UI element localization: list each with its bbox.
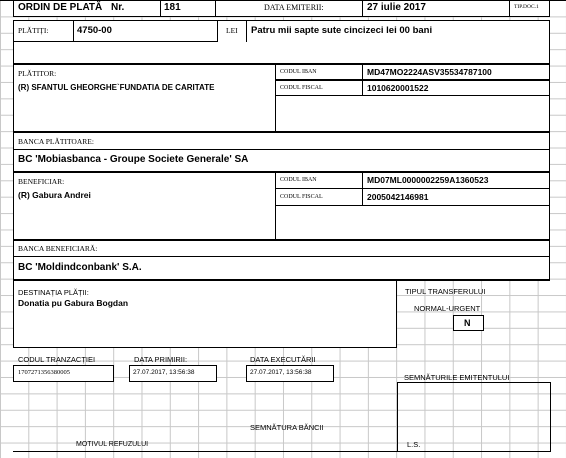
divider [362, 80, 363, 96]
transfer-type-value: N [464, 318, 471, 328]
payer-fiscal-label: CODUL FISCAL [280, 85, 323, 91]
beneficiary-fiscal-label: CODUL FISCAL [280, 194, 323, 200]
beneficiary-label: BENEFICIAR: [18, 177, 65, 186]
beneficiary-fiscal-code: 2005042146981 [367, 192, 429, 202]
nr-label: Nr. [111, 2, 125, 13]
divider [362, 188, 363, 206]
beneficiary-bank-label: BANCA BENEFICIARĂ: [18, 244, 98, 253]
transaction-code: 1707271356380005 [18, 369, 70, 376]
received-date-label: DATA PRIMIRII: [134, 355, 188, 364]
bank-signature-label: SEMNĂTURA BĂNCII [250, 423, 324, 432]
amount-value: 4750-00 [77, 25, 112, 36]
execution-date-label: DATA EXECUTĂRII [250, 355, 316, 364]
divider [550, 382, 551, 452]
execution-date: 27.07.2017, 13:56:38 [250, 369, 312, 376]
payer-name: (R) SFANTUL GHEORGHE`FUNDATIA DE CARITATE [18, 83, 215, 92]
transfer-type-label: TIPUL TRANSFERULUI [405, 287, 486, 296]
purpose-label: DESTINAȚIA PLĂȚII: [18, 288, 89, 297]
issue-date-label: DATA EMITERII: [264, 3, 324, 12]
divider [397, 382, 398, 452]
amount-label: PLĂTIȚI: [18, 26, 49, 35]
ls-stamp-label: L.S. [407, 440, 421, 449]
issue-date: 27 iulie 2017 [367, 2, 426, 13]
transfer-type-option: NORMAL-URGENT [414, 304, 481, 313]
payer-fiscal-code: 1010620001522 [367, 83, 429, 93]
divider [13, 256, 550, 257]
transaction-code-label: CODUL TRANZACȚIEI [18, 355, 96, 364]
form-code: TIP.DOC.1 [514, 4, 539, 10]
payer-label: PLĂTITOR: [18, 69, 57, 78]
divider [13, 149, 550, 150]
beneficiary-bank-name: BC 'Moldindconbank' S.A. [18, 262, 142, 273]
payer-bank-label: BANCA PLĂTITOARE: [18, 137, 94, 146]
divider [397, 382, 550, 383]
bottom-line [13, 451, 550, 452]
received-date: 27.07.2017, 13:56:38 [133, 369, 195, 376]
payment-purpose: Donatia pu Gabura Bogdan [18, 298, 129, 308]
beneficiary-name: (R) Gabura Andrei [18, 190, 91, 200]
divider [73, 20, 74, 42]
amount-in-words: Patru mii sapte sute cincizeci lei 00 bani [251, 25, 433, 36]
document-title: ORDIN DE PLATĂ [18, 2, 103, 13]
divider [362, 0, 363, 17]
refusal-reason-label: MOTIVUL REFUZULUI [76, 441, 149, 448]
currency-label: LEI [226, 26, 238, 35]
order-number: 181 [164, 2, 181, 13]
payer-iban: MD47MO2224ASV35534787100 [367, 67, 492, 77]
beneficiary-iban: MD07ML0000002259A1360523 [367, 175, 489, 185]
divider [246, 20, 247, 42]
payer-bank-name: BC 'Mobiasbanca - Groupe Societe Generale' SA [18, 154, 249, 165]
issuer-signatures-label: SEMNĂTURILE EMITENTULUI [404, 373, 510, 382]
beneficiary-iban-label: CODUL IBAN [280, 177, 317, 183]
payer-iban-label: CODUL IBAN [280, 69, 317, 75]
